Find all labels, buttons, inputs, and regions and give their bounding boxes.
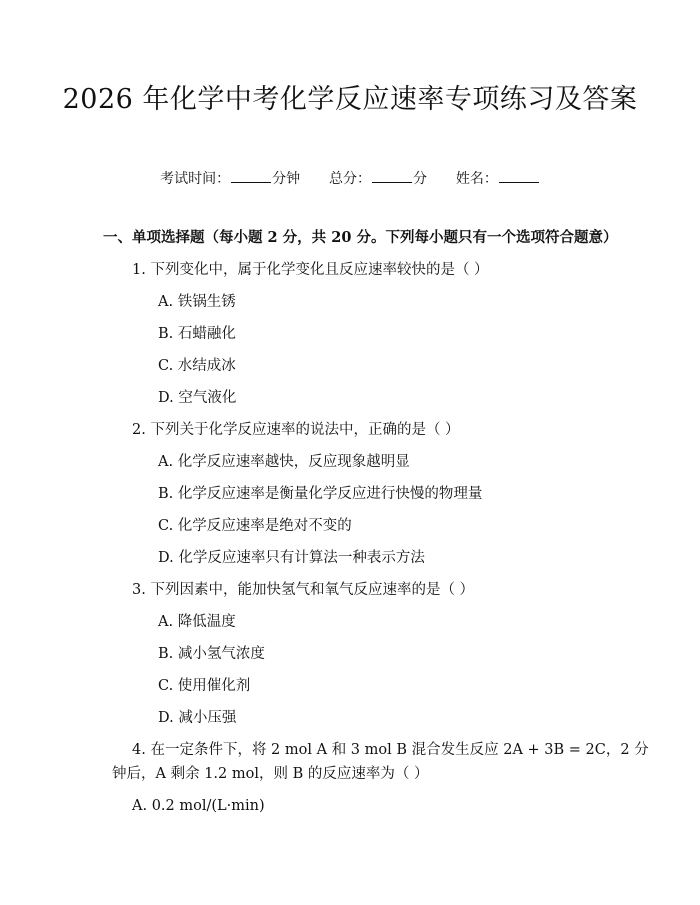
- question-4-stem-line-1: 4. 在一定条件下，将 2 mol A 和 3 mol B 混合发生反应 2A + 3B = 2C，2 分: [132, 742, 649, 758]
- name-blank: [499, 168, 539, 183]
- time-label: 考试时间：: [160, 171, 231, 187]
- question-2-option-d: D. 化学反应速率只有计算法一种表示方法: [158, 550, 425, 566]
- time-unit: 分钟: [272, 171, 301, 187]
- question-1-option-b: B. 石蜡融化: [158, 326, 236, 342]
- question-2-stem: 2. 下列关于化学反应速率的说法中，正确的是（ ）: [132, 422, 460, 438]
- document-title: 2026 年化学中考化学反应速率专项练习及答案: [62, 84, 638, 115]
- score-unit: 分: [413, 171, 427, 187]
- question-3-stem: 3. 下列因素中，能加快氢气和氧气反应速率的是（ ）: [132, 582, 475, 598]
- exam-meta-line: [0, 168, 700, 189]
- name-field: [456, 168, 540, 189]
- question-3-option-c: C. 使用催化剂: [158, 678, 251, 694]
- score-label: 总分：: [329, 171, 371, 187]
- section-heading: 一、单项选择题（每小题 2 分，共 20 分。下列每小题只有一个选项符合题意）: [103, 229, 618, 246]
- question-1-stem: 1. 下列变化中，属于化学变化且反应速率较快的是（ ）: [132, 262, 489, 278]
- question-1-option-d: D. 空气液化: [158, 390, 237, 406]
- question-1-option-c: C. 水结成冰: [158, 358, 236, 374]
- question-3-option-d: D. 减小压强: [158, 710, 237, 726]
- question-1-option-a: A. 铁锅生锈: [158, 294, 236, 310]
- time-field: [160, 168, 300, 189]
- question-4-stem-line-2: 钟后，A 剩余 1.2 mol，则 B 的反应速率为（ ）: [112, 766, 429, 782]
- question-2-option-a: A. 化学反应速率越快，反应现象越明显: [158, 454, 410, 470]
- question-2-option-b: B. 化学反应速率是衡量化学反应进行快慢的物理量: [158, 486, 483, 502]
- name-label: 姓名：: [455, 171, 498, 187]
- question-4-option-a: A. 0.2 mol/(L·min): [132, 798, 265, 814]
- score-blank: [372, 168, 412, 183]
- question-2-option-c: C. 化学反应速率是绝对不变的: [158, 518, 352, 534]
- score-field: [329, 168, 427, 189]
- question-3-option-b: B. 减小氢气浓度: [158, 646, 265, 662]
- time-blank: [231, 168, 271, 183]
- question-3-option-a: A. 降低温度: [158, 614, 236, 630]
